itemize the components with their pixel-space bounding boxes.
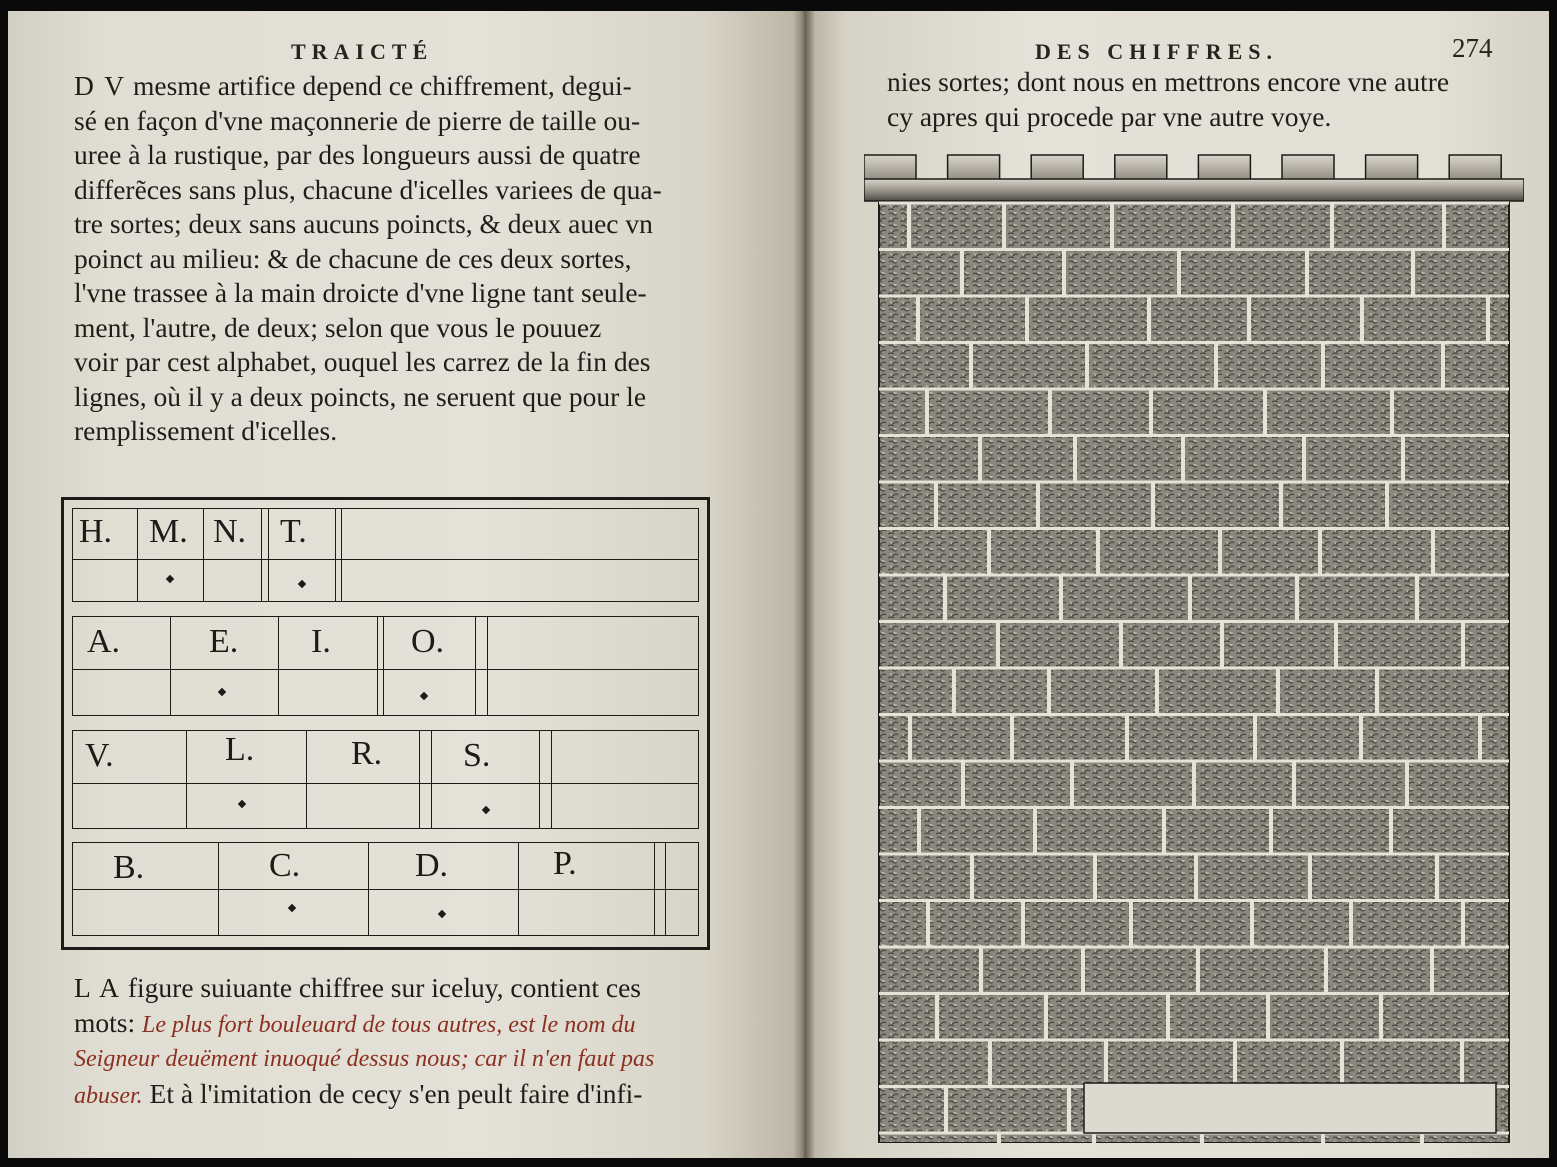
cipher-letter-i: I. <box>311 623 331 660</box>
paragraph-2-line-3: Seigneur deuëment inuoqué dessus nous; car il n'en faut pas <box>74 1046 655 1072</box>
cipher-dot <box>298 580 306 588</box>
cipher-letter-e: E. <box>209 623 239 660</box>
cipher-letter-b: B. <box>113 849 145 886</box>
cipher-letter-l: L. <box>225 731 255 768</box>
cipher-row-2 <box>72 616 699 716</box>
paragraph-1-line-10: lignes, où il y a deux poincts, ne seruent que pour le <box>74 380 647 412</box>
paragraph-1-line-7: l'vne trassee à la main droicte d'vne ligne tant seule- <box>74 277 647 308</box>
paragraph-1 <box>74 69 694 449</box>
right-page-line-2: cy apres qui procede par vne autre voye. <box>887 100 1332 132</box>
gutter-shadow <box>793 11 815 1158</box>
paragraph-1-line-4: differẽces sans plus, chacune d'icelles variees de qua- <box>74 173 662 205</box>
paragraph-2-line-2: mots: Le plus fort bouleuard de tous autres, est le nom du <box>74 1006 636 1038</box>
left-page <box>8 11 801 1158</box>
right-page <box>801 11 1549 1158</box>
cipher-letter-p: P. <box>553 845 577 882</box>
paragraph-2 <box>74 971 694 1113</box>
cipher-dot <box>288 904 296 912</box>
cipher-letter-r: R. <box>351 735 383 772</box>
cipher-dot <box>420 692 428 700</box>
book-spread <box>8 11 1549 1158</box>
cipher-letter-s: S. <box>463 737 491 774</box>
right-page-line-1: nies sortes; dont nous en mettrons encore vne autre <box>887 66 1450 97</box>
running-head-right: DES CHIFFRES. <box>1035 39 1279 64</box>
cipher-dot <box>218 688 226 696</box>
cipher-letter-n: N. <box>213 513 247 550</box>
paragraph-1-line-5: tre sortes; deux sans aucuns poincts, & deux auec vn <box>74 208 653 239</box>
cipher-row-1 <box>72 508 699 602</box>
paragraph-1-line-9: voir par cest alphabet, ouquel les carrez de la fin des <box>74 346 651 377</box>
cipher-letter-c: C. <box>269 847 301 884</box>
battlements <box>864 155 1524 201</box>
cipher-dot <box>238 800 246 808</box>
paragraph-1-line-8: ment, l'autre, de deux; selon que vous le pouuez <box>74 311 602 343</box>
cipher-dot <box>482 806 490 814</box>
cipher-letter-t: T. <box>280 513 307 550</box>
parapet <box>864 179 1524 201</box>
cipher-row-4 <box>72 842 699 936</box>
cipher-letter-m: M. <box>149 513 188 550</box>
paragraph-1-line-6: poinct au milieu: & de chacune de ces deux sortes, <box>74 242 632 274</box>
paragraph-2-line-1: L A figure suiuante chiffree sur iceluy, contient ces <box>74 972 642 1003</box>
paragraph-1-line-11: remplissement d'icelles. <box>74 415 338 446</box>
cipher-tower-illustration <box>864 151 1524 1143</box>
running-head-left: TRAICTÉ <box>291 39 434 64</box>
paragraph-2-line-4: abuser. Et à l'imitation de cecy s'en peult faire d'infi- <box>74 1077 643 1109</box>
cipher-letter-o: O. <box>411 623 445 660</box>
cipher-alphabet-table <box>61 497 710 950</box>
cipher-letter-v: V. <box>85 737 114 774</box>
page-number: 274 <box>1452 33 1493 63</box>
cipher-letter-d: D. <box>415 847 449 884</box>
cipher-letter-a: A. <box>87 623 121 660</box>
paragraph-1-line-3: uree à la rustique, par des longueurs aussi de quatre <box>74 139 641 170</box>
cipher-dot <box>438 910 446 918</box>
right-page-text <box>887 65 1527 134</box>
tower-blank-panel <box>1084 1083 1496 1133</box>
paragraph-1-line-1: D V mesme artifice depend ce chiffrement, degui- <box>74 70 632 101</box>
paragraph-1-line-2: sé en façon d'vne maçonnerie de pierre de taille ou- <box>74 104 641 136</box>
cipher-row-3 <box>72 730 699 829</box>
dropcap: D V <box>74 70 127 101</box>
cipher-dot <box>166 575 174 583</box>
tower-svg <box>864 151 1524 1143</box>
cipher-letter-h: H. <box>79 513 113 550</box>
